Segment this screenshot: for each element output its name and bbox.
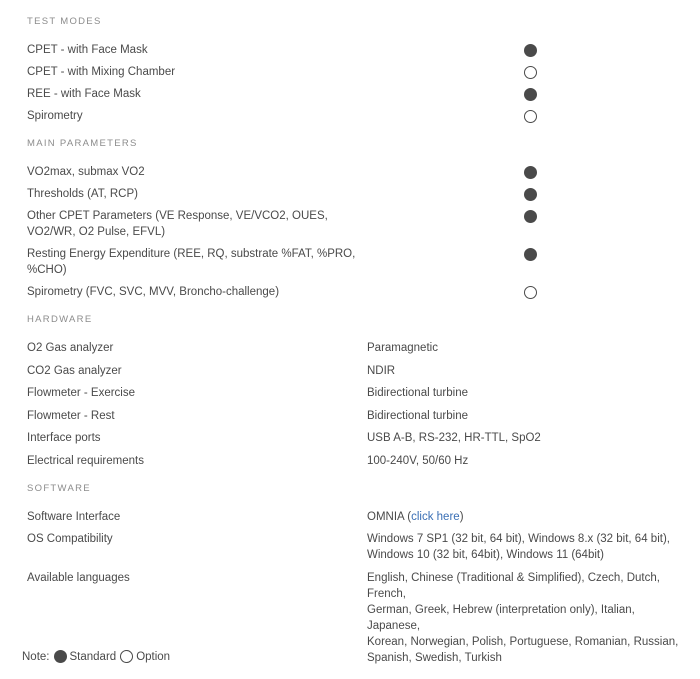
click-here-link[interactable]: click here xyxy=(411,510,460,523)
row-label: Electrical requirements xyxy=(27,454,144,467)
spec-row xyxy=(27,531,687,563)
option-dot-icon xyxy=(120,650,133,663)
row-label: VO2max, submax VO2 xyxy=(27,166,145,178)
row-label: O2 Gas analyzer xyxy=(27,342,114,354)
row-value: NDIR xyxy=(367,364,396,377)
row-label: OS Compatibility xyxy=(27,533,113,545)
row-value: Windows 7 SP1 (32 bit, 64 bit), Windows 8.x (32 bit, 64 bit), Windows 10 (32 bit, 64bit), Windows 11 (64bit) xyxy=(367,533,670,561)
spec-row xyxy=(27,363,687,379)
row-label: Resting Energy Expenditure (REE, RQ, substrate %FAT, %PRO, %CHO) xyxy=(27,248,356,276)
spec-table xyxy=(27,16,687,666)
row-label: CPET - with Face Mask xyxy=(27,44,148,56)
row-value: Bidirectional turbine xyxy=(367,409,469,422)
row-label: Available languages xyxy=(27,571,130,584)
row-value: Bidirectional turbine xyxy=(367,387,469,399)
spec-row xyxy=(27,64,687,80)
section-title-main-parameters: MAIN PARAMETERS xyxy=(27,138,138,149)
row-label: Spirometry (FVC, SVC, MVV, Broncho-challenge) xyxy=(27,286,280,298)
spec-row xyxy=(27,509,687,525)
section-title-hardware: HARDWARE xyxy=(27,314,93,325)
row-label: CO2 Gas analyzer xyxy=(27,364,122,377)
standard-dot-icon xyxy=(524,188,537,201)
spec-row xyxy=(27,340,687,356)
standard-dot-icon xyxy=(524,210,537,223)
row-label: Other CPET Parameters (VE Response, VE/VCO2, OUES, VO2/WR, O2 Pulse, EFVL) xyxy=(27,210,328,238)
spec-row xyxy=(27,186,687,202)
option-dot-icon xyxy=(524,110,537,123)
spec-row xyxy=(27,246,687,278)
spec-row xyxy=(27,453,687,469)
section-title-software: SOFTWARE xyxy=(27,482,91,494)
row-value: Paramagnetic xyxy=(367,342,438,354)
standard-dot-icon xyxy=(524,88,537,101)
row-label: CPET - with Mixing Chamber xyxy=(27,66,176,78)
spec-row xyxy=(27,208,687,240)
spec-row xyxy=(27,385,687,401)
note-option-label: Option xyxy=(136,650,171,663)
row-label: Thresholds (AT, RCP) xyxy=(27,188,138,200)
section-title-test-modes: TEST MODES xyxy=(27,16,102,27)
note-standard-label: Standard xyxy=(69,650,117,663)
row-value: OMNIA (click here) xyxy=(367,510,464,523)
row-label: REE - with Face Mask xyxy=(27,88,141,100)
spec-row xyxy=(27,430,687,446)
row-label: Software Interface xyxy=(27,510,121,523)
row-label: Interface ports xyxy=(27,432,101,444)
spec-row xyxy=(27,164,687,180)
spec-row xyxy=(27,284,687,300)
spec-row xyxy=(27,108,687,124)
spec-row xyxy=(27,408,687,424)
spec-row xyxy=(27,86,687,102)
row-value: 100-240V, 50/60 Hz xyxy=(367,454,469,467)
standard-dot-icon xyxy=(524,166,537,179)
standard-dot-icon xyxy=(54,650,67,663)
legend-note xyxy=(22,650,170,663)
spec-row xyxy=(27,42,687,58)
row-value: English, Chinese (Traditional & Simplified), Czech, Dutch, French, German, Greek, Hebrew (interpretation only), Italian, Japanese, Korean, Norwegian, Polish, Portuguese, Romanian, Russian, Spanish, Swedish, Turkish xyxy=(367,571,679,664)
option-dot-icon xyxy=(524,286,537,299)
row-label: Flowmeter - Exercise xyxy=(27,387,135,399)
row-label: Flowmeter - Rest xyxy=(27,409,115,422)
standard-dot-icon xyxy=(524,44,537,57)
option-dot-icon xyxy=(524,66,537,79)
row-label: Spirometry xyxy=(27,110,83,122)
standard-dot-icon xyxy=(524,248,537,261)
row-value: USB A-B, RS-232, HR-TTL, SpO2 xyxy=(367,432,541,444)
note-prefix: Note: xyxy=(22,650,50,663)
